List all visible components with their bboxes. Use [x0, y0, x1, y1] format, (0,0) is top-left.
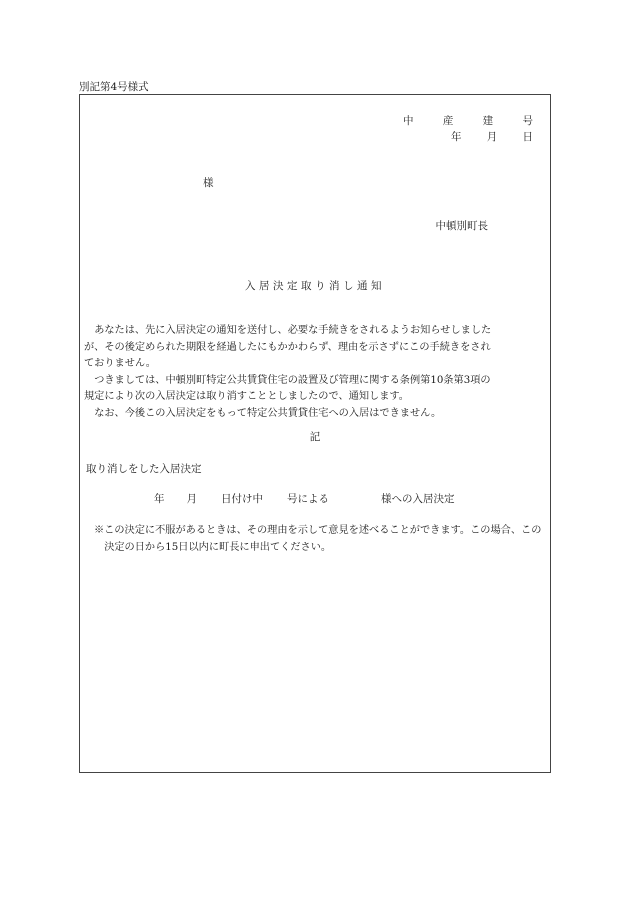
- notice-document: [79, 94, 551, 773]
- doc-number-part: 中: [403, 115, 414, 127]
- addressee: 様: [203, 177, 214, 189]
- sender: 中頓別町長: [435, 220, 488, 232]
- item-title: 取り消しをした入居決定: [86, 463, 202, 475]
- decision-number: 号による: [287, 493, 329, 505]
- date-year: 年: [451, 131, 462, 143]
- issue-date: [451, 131, 533, 144]
- doc-number-part: 建: [482, 115, 494, 127]
- decision-year: 年: [154, 493, 165, 505]
- doc-number-part: 産: [442, 115, 454, 127]
- decision-line: [154, 493, 455, 506]
- body-line: なお、今後この入居決定をもって特定公共賃貸住宅への入居はできません。: [94, 407, 442, 419]
- body-line: つきましては、中頓別町特定公共賃貸住宅の設置及び管理に関する条例第10条第3項の: [94, 374, 491, 386]
- decision-dated: 日付け中: [221, 493, 263, 505]
- notice-body: [84, 323, 544, 422]
- note-line: ※この決定に不服があるときは、その理由を示して意見を述べることができます。この: [94, 525, 491, 536]
- form-label: 別記第4号様式: [79, 81, 149, 93]
- notice-title: 入居決定取り消し通知: [245, 280, 385, 292]
- note-line: 場合、この決定の日から15日以内に町長に申出てください。: [104, 525, 542, 553]
- body-line: ておりません。: [84, 358, 156, 369]
- document-number: [403, 115, 533, 128]
- doc-number-part: 号: [522, 115, 533, 127]
- note-text: [94, 523, 546, 556]
- body-line: あなたは、先に入居決定の通知を送付し、必要な手続きをされるようお知らせしました: [94, 325, 492, 336]
- appeal-note: [94, 523, 546, 556]
- body-line: が、その後定められた期限を経過したにもかかわらず、理由を示さずにこの手続きをされ: [84, 341, 491, 353]
- date-month: 月: [486, 131, 498, 143]
- ki-heading: 記: [309, 431, 321, 443]
- body-line: 規定により次の入居決定は取り消すこととしましたので、通知します。: [84, 391, 409, 402]
- date-day: 日: [522, 131, 533, 143]
- decision-suffix: 様への入居決定: [381, 493, 455, 505]
- decision-month: 月: [186, 493, 197, 505]
